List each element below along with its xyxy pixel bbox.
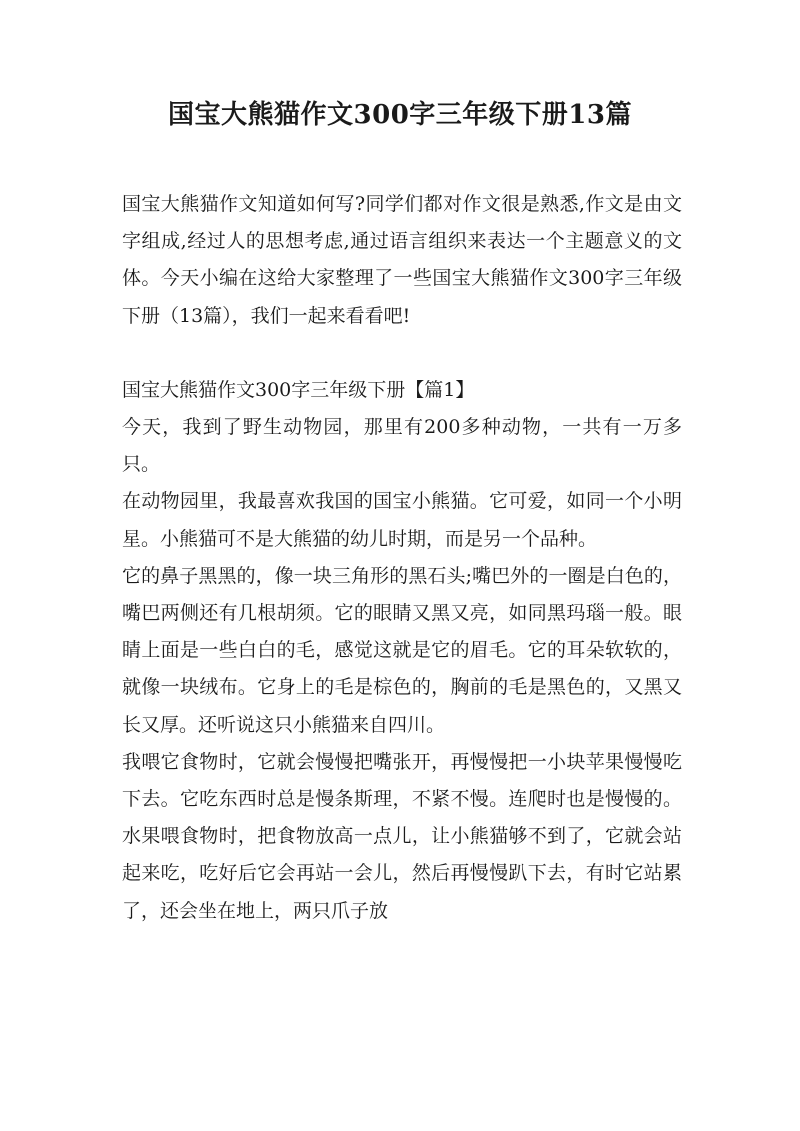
intro-paragraph: 国宝大熊猫作文知道如何写?同学们都对作文很是熟悉,作文是由文字组成,经过人的思想考虑,通过语言组织来表达一个主题意义的文体。今天小编在这给大家整理了一些国宝大熊猫作文300字三年级下册（13篇），我们一起来看看吧! bbox=[122, 193, 682, 327]
body-paragraph-4: 我喂它食物时，它就会慢慢把嘴张开，再慢慢把一小块苹果慢慢吃下去。它吃东西时总是慢条斯理，不紧不慢。连爬时也是慢慢的。水果喂食物时，把食物放高一点儿，让小熊猫够不到了，它就会站起来吃，吃好后它会再站一会儿，然后再慢慢趴下去，有时它站累了，还会坐在地上，两只爪子放 bbox=[122, 750, 682, 922]
document-title: 国宝大熊猫作文300字三年级下册13篇 bbox=[168, 100, 632, 130]
document-body bbox=[122, 186, 682, 930]
body-paragraph-2: 在动物园里，我最喜欢我国的国宝小熊猫。它可爱，如同一个小明星。小熊猫可不是大熊猫的幼儿时期，而是另一个品种。 bbox=[122, 490, 682, 550]
paragraph-spacer bbox=[122, 335, 682, 372]
body-paragraph-3: 它的鼻子黑黑的，像一块三角形的黑石头;嘴巴外的一圈是白色的，嘴巴两侧还有几根胡须。它的眼睛又黑又亮，如同黑玛瑙一般。眼睛上面是一些白白的毛，感觉这就是它的眉毛。它的耳朵软软的，就像一块绒布。它身上的毛是棕色的，胸前的毛是黑色的，又黑又长又厚。还听说这只小熊猫来自四川。 bbox=[122, 564, 682, 736]
section-heading: 国宝大熊猫作文300字三年级下册【篇1】 bbox=[122, 378, 475, 401]
body-paragraph-1: 今天，我到了野生动物园，那里有200多种动物，一共有一万多只。 bbox=[122, 416, 682, 476]
